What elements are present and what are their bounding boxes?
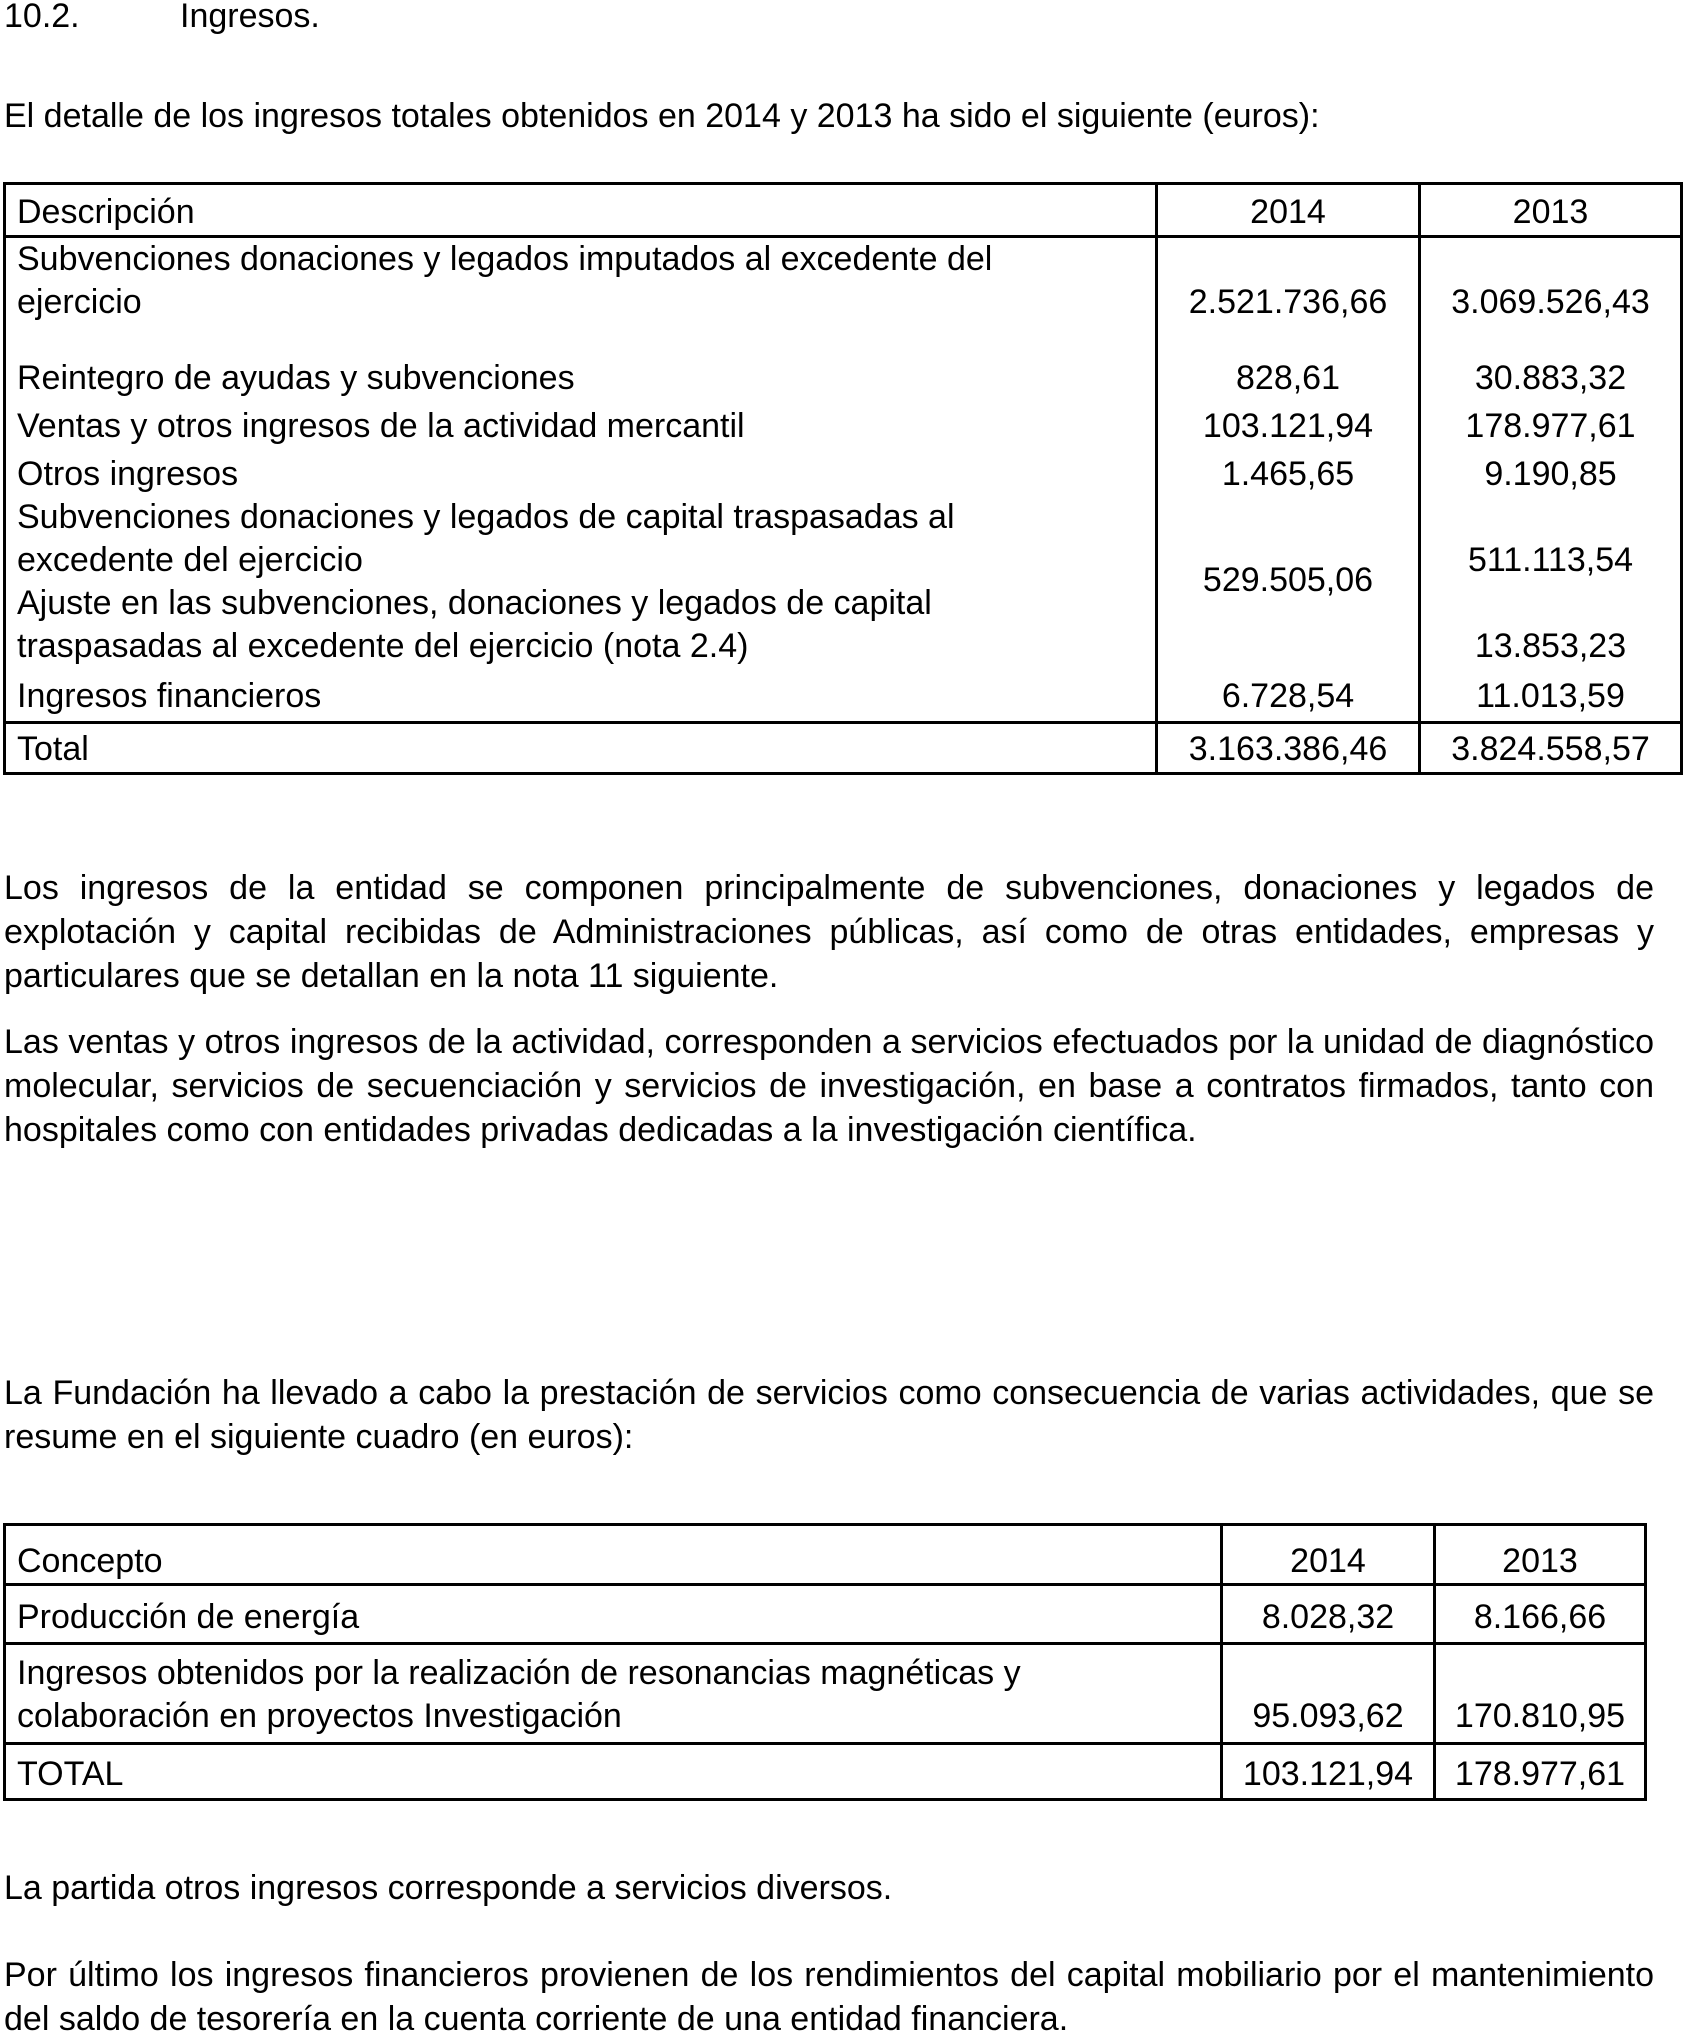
- paragraph-financial-income: Por último los ingresos financieros provienen de los rendimientos del capital mobiliario por el mantenimiento del saldo de tesorería en la cuenta corriente de una entidad financiera.: [4, 1956, 1654, 2038]
- paragraph-other-income: La partida otros ingresos corresponde a servicios diversos.: [4, 1869, 893, 1907]
- income-table: [3, 182, 1683, 775]
- row-description: Producción de energía: [17, 1598, 360, 1636]
- row-divider: [6, 1642, 1644, 1645]
- value-2014: 103.121,94: [1202, 407, 1374, 445]
- section-title: Ingresos.: [180, 0, 320, 35]
- value-2013: 178.977,61: [1465, 407, 1636, 445]
- row-description: traspasadas al excedente del ejercicio (nota 2.4): [17, 627, 749, 665]
- value-2013: 13.853,23: [1474, 627, 1627, 665]
- row-description: Ingresos financieros: [17, 677, 322, 715]
- row-description: Subvenciones donaciones y legados imputados al excedente del: [17, 240, 993, 278]
- section-number: 10.2.: [4, 0, 80, 35]
- row-description: Ventas y otros ingresos de la actividad mercantil: [17, 407, 745, 445]
- value-2013: 8.166,66: [1473, 1598, 1607, 1636]
- value-2013: 511.113,54: [1467, 541, 1634, 579]
- total-2013: 3.824.558,57: [1451, 730, 1650, 768]
- header-descripcion: Descripción: [17, 193, 195, 231]
- value-2014: 828,61: [1236, 359, 1340, 397]
- row-description: Ingresos obtenidos por la realización de resonancias magnéticas y: [17, 1654, 1021, 1692]
- total-divider: [6, 1742, 1644, 1745]
- value-2013: 11.013,59: [1476, 677, 1625, 715]
- value-2014: 6.728,54: [1221, 677, 1355, 715]
- value-2014: 2.521.736,66: [1188, 283, 1388, 321]
- total-label: Total: [17, 730, 89, 768]
- value-2013: 3.069.526,43: [1451, 283, 1650, 321]
- row-description: Ajuste en las subvenciones, donaciones y legados de capital: [17, 584, 932, 622]
- row-description: Subvenciones donaciones y legados de capital traspasadas al: [17, 498, 955, 536]
- header-2014: 2014: [1290, 1542, 1366, 1580]
- total-2014: 3.163.386,46: [1188, 730, 1388, 768]
- row-description: colaboración en proyectos Investigación: [17, 1697, 622, 1735]
- total-label: TOTAL: [17, 1755, 124, 1793]
- total-2014: 103.121,94: [1242, 1755, 1414, 1793]
- row-description: Otros ingresos: [17, 455, 239, 493]
- intro-text: El detalle de los ingresos totales obtenidos en 2014 y 2013 ha sido el siguiente (euros):: [4, 97, 1320, 135]
- header-concepto: Concepto: [17, 1542, 163, 1580]
- value-2013: 9.190,85: [1484, 455, 1617, 493]
- header-divider: [6, 1583, 1644, 1586]
- header-2014: 2014: [1250, 193, 1326, 231]
- paragraph-sales-description: Las ventas y otros ingresos de la actividad, corresponden a servicios efectuados por la unidad de diagnóstico molecular, servicios de secuenciación y servicios de investigación, en base a contratos firmados, tanto con hospitales como con entidades privadas dedicadas a la investigación científica.: [4, 1023, 1654, 1149]
- value-2013: 30.883,32: [1474, 359, 1627, 397]
- total-divider: [6, 721, 1680, 724]
- row-description: ejercicio: [17, 283, 142, 321]
- value-2014: 95.093,62: [1252, 1697, 1404, 1735]
- services-table: [3, 1523, 1647, 1801]
- value-2013: 170.810,95: [1454, 1697, 1626, 1735]
- total-2013: 178.977,61: [1454, 1755, 1626, 1793]
- value-2014: 529.505,06: [1202, 561, 1374, 599]
- header-2013: 2013: [1502, 1542, 1578, 1580]
- paragraph-income-composition: Los ingresos de la entidad se componen principalmente de subvenciones, donaciones y legados de explotación y capital recibidas de Administraciones públicas, así como de otras entidades, empresas y particulares que se detallan en la nota 11 siguiente.: [4, 869, 1654, 995]
- value-2014: 8.028,32: [1261, 1598, 1395, 1636]
- row-description: excedente del ejercicio: [17, 541, 363, 579]
- paragraph-services-intro: La Fundación ha llevado a cabo la prestación de servicios como consecuencia de varias actividades, que se resume en el siguiente cuadro (en euros):: [4, 1374, 1654, 1456]
- row-description: Reintegro de ayudas y subvenciones: [17, 359, 575, 397]
- header-2013: 2013: [1512, 193, 1589, 231]
- value-2014: 1.465,65: [1221, 455, 1355, 493]
